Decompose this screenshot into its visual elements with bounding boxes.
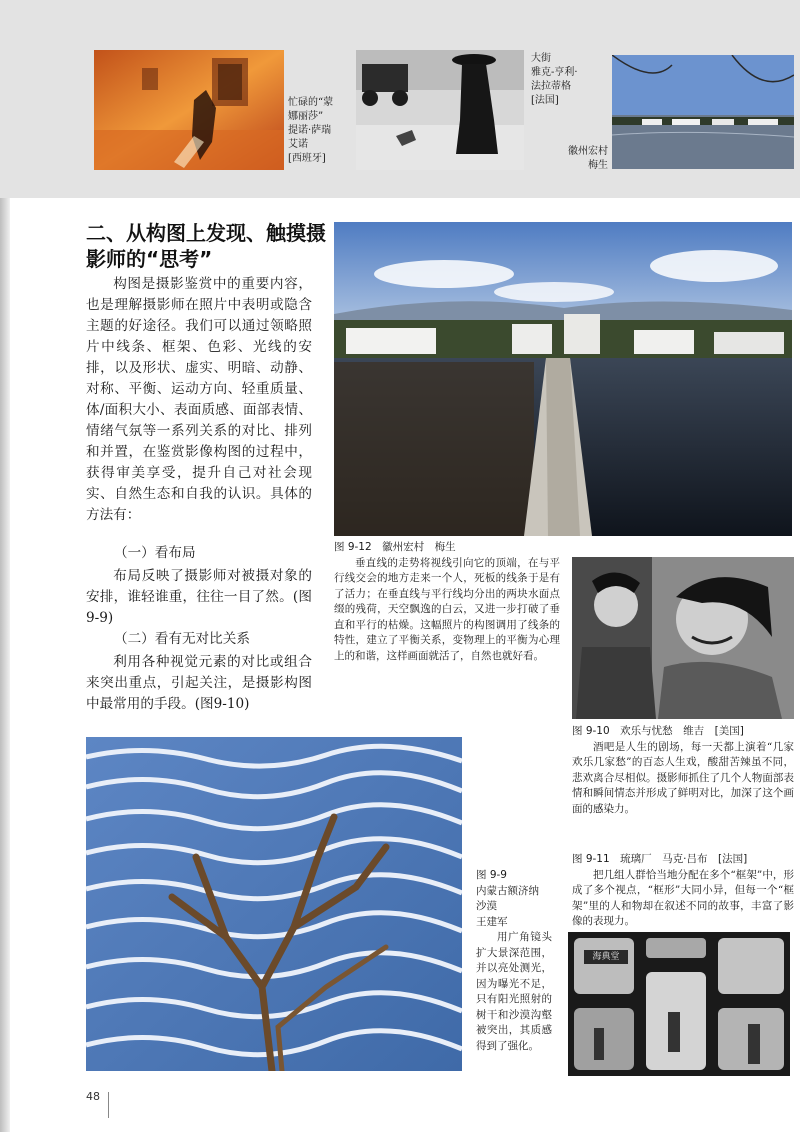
caption-line: 梅生 xyxy=(588,160,608,171)
photo-fig-9-9-desert-tree xyxy=(86,737,462,1071)
caption-line: 娜丽莎” xyxy=(288,111,324,122)
shop-sign-text: 海典堂 xyxy=(592,952,620,962)
figure-description: 用广角镜头扩大景深范围，并以亮处测光，因为曝光不足，只有阳光照射的树干和沙漠沟壑被突出，其质感得到了强化。 xyxy=(476,931,552,1052)
photo-fig-9-12-hongcun xyxy=(334,222,792,536)
caption-line: 忙碌的“蒙 xyxy=(288,97,334,108)
caption-line: 法拉蒂格 xyxy=(531,81,571,92)
section-title xyxy=(86,220,326,272)
caption-line: 雅克-亨利· xyxy=(531,67,578,78)
section-title-line: 二、从构图上发现、触摸摄 xyxy=(86,221,326,245)
caption-line: [法国] xyxy=(531,95,559,106)
figure-title: 图 9-11 琉璃厂 马克·吕布 [法国] xyxy=(572,853,748,865)
caption-line: 提诺·萨瑞 xyxy=(288,125,332,136)
subheading-contrast: （二）看有无对比关系 xyxy=(114,631,250,647)
figure-description: 把几组人群恰当地分配在多个“框架”中，形成了多个视点，“框形”大同小异，但每一个“框架”里的人和物却在叙述不同的故事，丰富了影像的表现力。 xyxy=(572,868,794,927)
caption-fig-9-10 xyxy=(572,724,794,817)
photo-street-lartigue xyxy=(356,50,524,170)
paragraph-text: 利用各种视觉元素的对比或组合来突出重点，引起关注，是摄影构图中最常用的手段。(图9-10) xyxy=(86,654,312,712)
section-title-line: 影师的“思考” xyxy=(86,247,213,271)
caption-fig-9-9 xyxy=(476,868,552,1054)
photo-busy-mona-lisa xyxy=(94,50,284,170)
caption-fig-9-11 xyxy=(572,852,794,930)
figure-description: 酒吧是人生的剧场，每一天都上演着“几家欢乐几家愁”的百态人生戏，酸甜苦辣虽不同，悲欢离合尽相似。摄影师抓住了几个人物面部表情和瞬间情态并形成了鲜明对比，加深了这个画面的感染力。 xyxy=(572,740,794,815)
figure-title: 图 9-10 欢乐与忧愁 维吉 [美国] xyxy=(572,725,744,737)
photo-hongcun-small xyxy=(612,55,794,169)
figure-title-line: 图 9-9 xyxy=(476,869,507,881)
caption-line: [西班牙] xyxy=(288,153,326,164)
page-number-rule xyxy=(108,1092,109,1118)
caption-line: 艾诺 xyxy=(288,139,308,150)
body-paragraph-contrast xyxy=(86,652,312,715)
body-paragraph-layout xyxy=(86,566,312,629)
subheading-layout: （一）看布局 xyxy=(114,545,196,561)
caption-street-lartigue xyxy=(531,52,603,108)
caption-line: 大街 xyxy=(531,53,551,64)
photo-fig-9-11-liulichang xyxy=(568,932,790,1076)
photo-fig-9-10-joy-sorrow xyxy=(572,557,794,719)
figure-title-line: 沙漠 xyxy=(476,900,497,912)
body-paragraph-intro xyxy=(86,274,312,526)
paragraph-text: 布局反映了摄影师对被摄对象的安排，谁轻谁重，往往一目了然。(图9-9) xyxy=(86,568,312,626)
figure-title-line: 王建军 xyxy=(476,915,508,928)
figure-title: 图 9-12 徽州宏村 梅生 xyxy=(334,541,456,553)
paragraph-text: 构图是摄影鉴赏中的重要内容，也是理解摄影师在照片中表明或隐含主题的好途径。我们可以通过领略照片中线条、框架、色彩、光线的安排，以及形状、虚实、明暗、动静、对称、平衡、运动方向、轻重质量、体/面积大小、表面质感、面部表情、情绪气氛等一系列关系的对比、排列和并置，在鉴赏影像构图的过程中，获得审美享受，提升自己对社会现实、自然生态和自我的认识。具体的方法有： xyxy=(86,276,312,523)
page-number: 48 xyxy=(86,1090,100,1103)
figure-title-line: 内蒙古额济纳 xyxy=(476,884,539,897)
caption-fig-9-12 xyxy=(334,540,560,664)
caption-hongcun-small xyxy=(562,145,608,173)
caption-busy-mona-lisa xyxy=(288,96,350,166)
figure-description: 垂直线的走势将视线引向它的顶端，在与平行线交会的地方走来一个人，死板的线条于是有了活力；在垂直线与平行线均分出的两块水面点缀的残荷，天空飘逸的白云，又进一步打破了垂直和平行的枯燥。这幅照片的构图调用了线条的特性，建立了平衡关系，变物理上的平衡为心理上的和谐，这样画面就活了，自然也就好看。 xyxy=(334,556,560,662)
caption-line: 徽州宏村 xyxy=(568,146,608,157)
